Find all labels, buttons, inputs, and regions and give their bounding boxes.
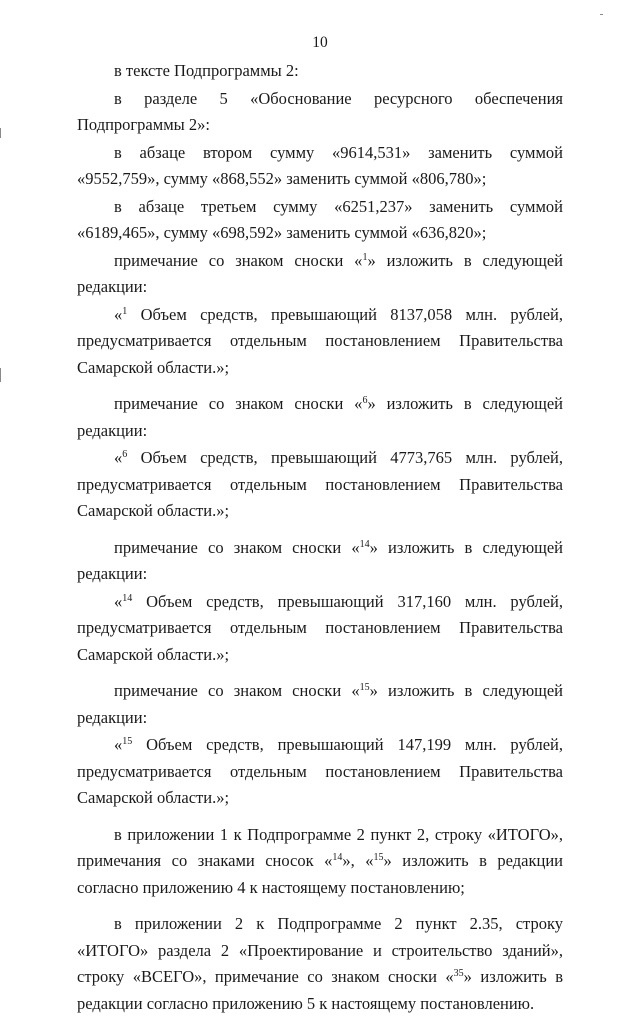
document-body [77,58,563,1017]
scan-speck [600,14,603,15]
paragraph-footnote-text: «$^{15}$ Объем средств, превышающий 147,199 млн. рублей, предусматривается отдельным постановлением Правительства Самарской области.»; [77,735,563,807]
footnote-mark: 15 [122,736,133,747]
paragraph-footnote-text: «$^6$ Объем средств, превышающий 4773,765 млн. рублей, предусматривается отдельным постановлением Правительства Самарской области.»; [77,448,563,520]
paragraph-amendment: в абзаце третьем сумму «6251,237» заменить суммой «6189,465», сумму «698,592» заменить суммой «636,820»; [77,196,563,242]
footnote-mark: 14 [122,592,133,604]
footnote-mark: 6 [362,395,368,406]
paragraph-section: в разделе 5 «Обоснование ресурсного обеспечения Подпрограммы 2»: [77,88,563,134]
page-number: 10 [312,34,328,51]
paragraph-amendment: в абзаце втором сумму «9614,531» заменить суммой «9552,759», сумму «868,552» заменить суммой «806,780»; [77,142,563,188]
paragraph-footnote-intro: примечание со знаком сноски «$^6$» изложить в следующей редакции: [77,394,564,440]
paragraph-footnote-text: «$^1$ Объем средств, превышающий 8137,058 млн. рублей, предусматривается отдельным постановлением Правительства Самарской области.»; [77,304,563,377]
paragraph-footnote-intro: примечание со знаком сноски «$^{14}$» изложить в следующей редакции: [77,537,564,583]
footnote-mark: 1 [362,251,368,263]
footnote-mark: 6 [122,449,128,460]
paragraph-heading-text: в тексте Подпрограммы 2: [114,61,299,80]
footnote-mark: 15 [359,682,370,693]
footnote-mark: 35 [453,968,464,979]
scan-edge-mark [0,368,1,382]
paragraph-appendix-reference: в приложении 2 к Подпрограмме 2 пункт 2.35, строку «ИТОГО» раздела 2 «Проектирование и строительство зданий», строку «ВСЕГО», примечание со знаком сноски «$^{35}$» изложить в редакции согласно приложению 5 к настоящему постановлению. [77,914,563,1013]
footnote-mark: 14 [359,538,370,550]
footnote-mark: 1 [122,305,128,317]
scan-edge-mark [0,128,1,138]
paragraph-footnote-intro: примечание со знаком сноски «$^{15}$» изложить в следующей редакции: [77,681,564,727]
paragraph-appendix-reference: в приложении 1 к Подпрограмме 2 пункт 2, строку «ИТОГО», примечания со знаками сносок «$^{14}$», «$^{15}$» изложить в редакции согласно приложению 4 к настоящему постановлению; [77,824,563,897]
paragraph-footnote-text: «$^{14}$ Объем средств, превышающий 317,160 млн. рублей, предусматривается отдельным постановлением Правительства Самарской области.»; [77,591,563,664]
footnote-mark: 15 [373,852,384,863]
footnote-mark: 14 [332,852,343,863]
paragraph-footnote-intro: примечание со знаком сноски «$^1$» изложить в следующей редакции: [77,250,564,296]
